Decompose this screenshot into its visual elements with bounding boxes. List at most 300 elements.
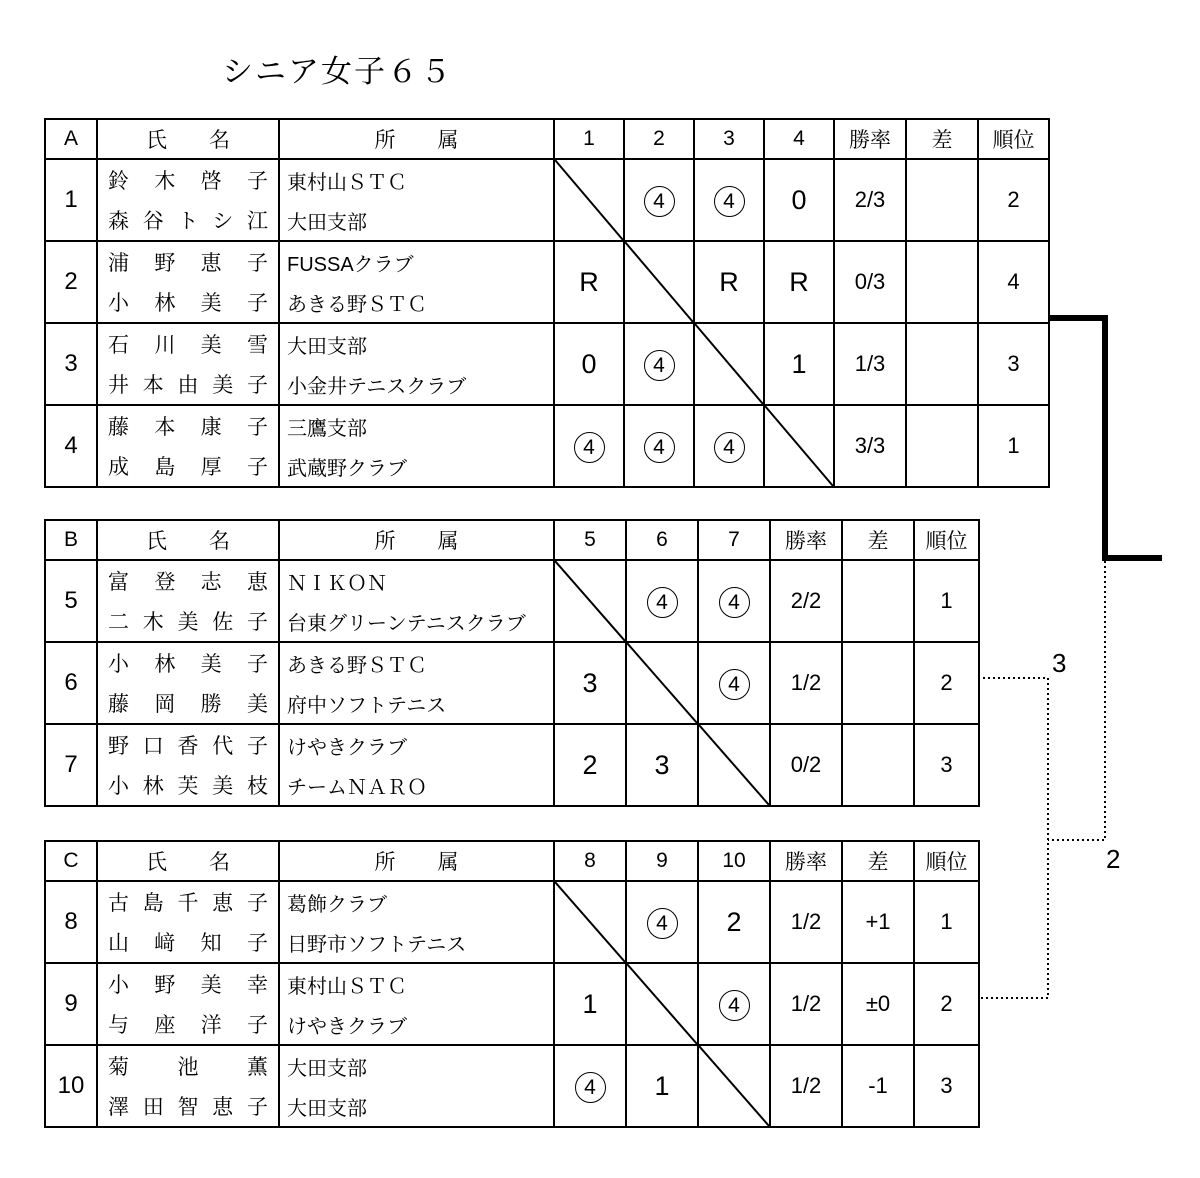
win-rate: 3/3 — [834, 405, 906, 487]
name-char: 勝 — [200, 693, 222, 716]
pair-number: 5 — [45, 560, 97, 642]
name-char: 美 — [212, 775, 234, 798]
games-won-circled: 4 — [719, 587, 750, 618]
affiliation-text: あきる野ＳＴＣ — [287, 654, 427, 677]
name-char: 美 — [200, 334, 222, 357]
name-char: 知 — [200, 932, 222, 955]
name-char: 菊 — [108, 1056, 129, 1079]
player-affiliations-cell — [279, 963, 554, 1045]
player-names-cell — [97, 323, 279, 405]
game-diff: +1 — [842, 881, 914, 963]
player-affiliation — [280, 725, 553, 765]
player-name — [98, 882, 278, 922]
name-char: 本 — [154, 416, 176, 439]
name-char: シ — [212, 210, 234, 233]
games-won-circled: 4 — [644, 186, 675, 217]
affiliation-text: 葛飾クラブ — [287, 893, 387, 916]
player-names-cell — [97, 963, 279, 1045]
game-diff — [842, 642, 914, 724]
game-diff: -1 — [842, 1045, 914, 1127]
games-won-circled: 4 — [644, 432, 675, 463]
player-name — [98, 725, 278, 765]
name-char: 島 — [154, 456, 176, 479]
game-diff — [906, 405, 978, 487]
win-rate: 1/2 — [770, 963, 842, 1045]
player-names-cell — [97, 1045, 279, 1127]
win-rate: 1/2 — [770, 881, 842, 963]
affiliation-text: 大田支部 — [287, 335, 367, 358]
player-names-cell — [97, 560, 279, 642]
games-won: 0 — [791, 184, 807, 215]
name-char: 子 — [246, 653, 268, 676]
name-char: 代 — [212, 735, 234, 758]
player-names-cell — [97, 159, 279, 241]
player-affiliations-cell — [279, 405, 554, 487]
name-char: 由 — [177, 374, 199, 397]
match-result-cell — [694, 159, 764, 241]
match-result-cell — [554, 405, 624, 487]
games-won-circled: 4 — [714, 432, 745, 463]
match-result-cell — [624, 405, 694, 487]
player-names-cell — [97, 405, 279, 487]
player-affiliation — [280, 1004, 553, 1044]
name-char: 子 — [246, 416, 268, 439]
match-result-cell — [764, 159, 834, 241]
match-result-cell — [554, 323, 624, 405]
col-header-rank: 順位 — [914, 520, 979, 560]
match-result-cell — [626, 881, 698, 963]
rank: 3 — [914, 724, 979, 806]
name-char: 与 — [108, 1014, 129, 1037]
pair-number: 3 — [45, 323, 97, 405]
name-char: 千 — [177, 892, 199, 915]
player-name — [98, 364, 278, 404]
match-result-cell — [554, 159, 624, 241]
name-char: 子 — [246, 1014, 268, 1037]
col-header-diff: 差 — [842, 841, 914, 881]
rank: 4 — [978, 241, 1049, 323]
pair-number: 7 — [45, 724, 97, 806]
player-affiliation — [280, 1086, 553, 1126]
match-result-cell — [698, 642, 770, 724]
games-won: 2 — [582, 749, 598, 780]
pair-row — [45, 560, 979, 642]
rank: 3 — [978, 323, 1049, 405]
pair-row — [45, 241, 1049, 323]
pair-number: 10 — [45, 1045, 97, 1127]
name-char: 澤 — [108, 1096, 129, 1119]
name-char: 子 — [247, 1096, 268, 1119]
player-affiliations-cell — [279, 724, 554, 806]
group-b-table-container — [44, 519, 980, 807]
affiliation-text: 府中ソフトテニス — [287, 694, 447, 717]
col-header-winrate: 勝率 — [770, 520, 842, 560]
name-char: 智 — [177, 1096, 199, 1119]
pair-row — [45, 642, 979, 724]
name-char: 子 — [246, 932, 268, 955]
player-names-cell — [97, 724, 279, 806]
games-won: R — [719, 266, 739, 297]
group-a-results-table — [44, 118, 1050, 488]
games-won-circled: 4 — [647, 908, 678, 939]
games-won-circled: 4 — [647, 587, 678, 618]
match-result-cell — [626, 1045, 698, 1127]
player-affiliation — [280, 200, 553, 240]
name-char: 小 — [108, 974, 129, 997]
games-won: 1 — [791, 348, 807, 379]
rank: 1 — [914, 881, 979, 963]
col-header-name: 氏 名 — [97, 520, 279, 560]
pair-row — [45, 1045, 979, 1127]
affiliation-text: 武蔵野クラブ — [287, 457, 407, 480]
affiliation-text: 台東グリーンテニスクラブ — [287, 612, 526, 635]
group-label: A — [45, 119, 97, 159]
match-result-cell — [694, 323, 764, 405]
match-result-cell — [694, 405, 764, 487]
name-char: 枝 — [247, 775, 268, 798]
pair-row — [45, 405, 1049, 487]
name-char: 子 — [246, 252, 268, 275]
games-won-circled: 4 — [719, 669, 750, 700]
name-char: 子 — [246, 170, 268, 193]
player-names-cell — [97, 241, 279, 323]
match-result-cell — [554, 881, 626, 963]
match-result-cell — [694, 241, 764, 323]
name-char: 富 — [108, 571, 129, 594]
player-affiliation — [280, 683, 553, 723]
games-won: 3 — [654, 749, 670, 780]
page-title: シニア女子６５ — [222, 54, 453, 89]
name-char: 山 — [108, 932, 129, 955]
name-char: 池 — [177, 1056, 199, 1079]
name-char: 芙 — [177, 775, 199, 798]
match-result-cell — [698, 881, 770, 963]
name-char: 﨑 — [154, 932, 176, 955]
games-won: 0 — [581, 348, 597, 379]
name-char: 子 — [247, 374, 268, 397]
col-header-winrate: 勝率 — [834, 119, 906, 159]
name-char: 木 — [154, 170, 176, 193]
affiliation-text: 大田支部 — [287, 211, 367, 234]
col-header-diff: 差 — [906, 119, 978, 159]
col-header-affiliation: 所 属 — [279, 841, 554, 881]
pair-number: 9 — [45, 963, 97, 1045]
name-char: 子 — [246, 456, 268, 479]
col-header-diff: 差 — [842, 520, 914, 560]
match-result-cell — [626, 724, 698, 806]
pair-number: 4 — [45, 405, 97, 487]
affiliation-text: 東村山ＳＴＣ — [287, 171, 407, 194]
player-names-cell — [97, 881, 279, 963]
col-header-match: 4 — [764, 119, 834, 159]
name-char: 子 — [246, 292, 268, 315]
name-char: 小 — [108, 653, 129, 676]
game-diff — [842, 724, 914, 806]
player-name — [98, 446, 278, 486]
name-char: 林 — [154, 653, 176, 676]
name-char: 古 — [108, 892, 129, 915]
player-name — [98, 964, 278, 1004]
affiliation-text: ＮＩＫＯＮ — [287, 572, 387, 595]
diagonal-line — [555, 561, 625, 641]
col-header-rank: 順位 — [914, 841, 979, 881]
name-char: 藤 — [108, 693, 129, 716]
win-rate: 0/2 — [770, 724, 842, 806]
name-char: 藤 — [108, 416, 129, 439]
name-char: 口 — [142, 735, 164, 758]
affiliation-text: FUSSAクラブ — [287, 253, 414, 276]
name-char: 啓 — [200, 170, 222, 193]
name-char: 美 — [246, 693, 268, 716]
player-name — [98, 200, 278, 240]
player-affiliation — [280, 242, 553, 282]
rank: 3 — [914, 1045, 979, 1127]
match-result-cell — [764, 405, 834, 487]
player-affiliation — [280, 964, 553, 1004]
games-won: 1 — [582, 988, 598, 1019]
match-result-cell — [624, 241, 694, 323]
name-char: 恵 — [200, 252, 222, 275]
playoff-dotted-line-right — [1048, 561, 1105, 840]
rank: 2 — [914, 642, 979, 724]
name-char: 厚 — [200, 456, 222, 479]
name-char: 美 — [212, 374, 234, 397]
player-affiliations-cell — [279, 323, 554, 405]
match-result-cell — [698, 560, 770, 642]
player-names-cell — [97, 642, 279, 724]
name-char: 岡 — [154, 693, 176, 716]
name-char: 井 — [108, 374, 129, 397]
name-char: 林 — [154, 292, 176, 315]
name-char: 野 — [108, 735, 129, 758]
match-result-cell — [764, 323, 834, 405]
diagonal-line — [625, 242, 693, 322]
game-diff — [842, 560, 914, 642]
game-diff — [906, 323, 978, 405]
games-won: R — [579, 266, 599, 297]
col-header-match: 10 — [698, 841, 770, 881]
name-char: 幸 — [246, 974, 268, 997]
col-header-name: 氏 名 — [97, 119, 279, 159]
name-char: ト — [177, 210, 199, 233]
rank: 2 — [978, 159, 1049, 241]
col-header-name: 氏 名 — [97, 841, 279, 881]
player-name — [98, 160, 278, 200]
player-name — [98, 561, 278, 601]
games-won: R — [789, 266, 809, 297]
name-char: 江 — [247, 210, 268, 233]
col-header-match: 6 — [626, 520, 698, 560]
affiliation-text: チームＮＡＲＯ — [287, 776, 427, 799]
name-char: 本 — [142, 374, 164, 397]
match-result-cell — [624, 159, 694, 241]
name-char: 康 — [200, 416, 222, 439]
rank: 1 — [978, 405, 1049, 487]
game-diff — [906, 241, 978, 323]
affiliation-text: 三鷹支部 — [287, 417, 367, 440]
diagonal-line — [627, 643, 697, 723]
name-char: 美 — [200, 653, 222, 676]
player-affiliation — [280, 1046, 553, 1086]
col-header-match: 9 — [626, 841, 698, 881]
player-name — [98, 242, 278, 282]
match-result-cell — [554, 1045, 626, 1127]
name-char: 浦 — [108, 252, 129, 275]
name-char: 佐 — [212, 611, 234, 634]
match-result-cell — [624, 323, 694, 405]
player-affiliation — [280, 882, 553, 922]
match-result-cell — [554, 724, 626, 806]
name-char: 森 — [108, 210, 129, 233]
games-won-circled: 4 — [719, 990, 750, 1021]
games-won-circled: 4 — [575, 1072, 606, 1103]
win-rate: 0/3 — [834, 241, 906, 323]
name-char: 恵 — [212, 1096, 234, 1119]
affiliation-text: けやきクラブ — [287, 736, 407, 759]
match-result-cell — [698, 1045, 770, 1127]
group-a-table-container — [44, 118, 1050, 488]
pair-number: 2 — [45, 241, 97, 323]
col-header-winrate: 勝率 — [770, 841, 842, 881]
player-affiliation — [280, 765, 553, 805]
game-diff — [906, 159, 978, 241]
pair-number: 8 — [45, 881, 97, 963]
affiliation-text: 大田支部 — [287, 1097, 367, 1120]
match-result-cell — [554, 241, 624, 323]
diagonal-line — [555, 882, 625, 962]
player-affiliations-cell — [279, 241, 554, 323]
diagonal-line — [699, 725, 769, 805]
col-header-match: 5 — [554, 520, 626, 560]
win-rate: 1/2 — [770, 1045, 842, 1127]
player-affiliation — [280, 364, 553, 404]
playoff-match-label-2: 2 — [1106, 844, 1121, 874]
player-name — [98, 643, 278, 683]
match-result-cell — [626, 560, 698, 642]
group-c-results-table — [44, 840, 980, 1128]
name-char: 志 — [200, 571, 222, 594]
match-result-cell — [698, 724, 770, 806]
col-header-affiliation: 所 属 — [279, 119, 554, 159]
group-label: B — [45, 520, 97, 560]
group-b-results-table — [44, 519, 980, 807]
name-char: 野 — [154, 974, 176, 997]
name-char: 野 — [154, 252, 176, 275]
col-header-match: 3 — [694, 119, 764, 159]
name-char: 川 — [154, 334, 176, 357]
player-name — [98, 282, 278, 322]
pair-number: 6 — [45, 642, 97, 724]
name-char: 洋 — [200, 1014, 222, 1037]
playoff-dotted-line-left — [978, 678, 1048, 998]
name-char: 田 — [142, 1096, 164, 1119]
games-won-circled: 4 — [644, 350, 675, 381]
player-name — [98, 922, 278, 962]
header-row — [45, 119, 1049, 159]
winner-bracket-line — [1048, 318, 1162, 558]
name-char: 美 — [177, 611, 199, 634]
diagonal-line — [699, 1046, 769, 1126]
win-rate: 1/2 — [770, 642, 842, 724]
name-char: 二 — [108, 611, 129, 634]
player-affiliation — [280, 561, 553, 601]
name-char: 林 — [142, 775, 164, 798]
player-affiliation — [280, 922, 553, 962]
win-rate: 2/3 — [834, 159, 906, 241]
col-header-match: 7 — [698, 520, 770, 560]
player-name — [98, 1004, 278, 1044]
match-result-cell — [554, 963, 626, 1045]
col-header-rank: 順位 — [978, 119, 1049, 159]
name-char: 香 — [177, 735, 199, 758]
group-c-table-container — [44, 840, 980, 1128]
games-won-circled: 4 — [574, 432, 605, 463]
name-char: 登 — [154, 571, 176, 594]
name-char: 雪 — [246, 334, 268, 357]
player-name — [98, 1046, 278, 1086]
player-affiliations-cell — [279, 560, 554, 642]
player-affiliations-cell — [279, 881, 554, 963]
games-won: 3 — [582, 667, 598, 698]
col-header-match: 1 — [554, 119, 624, 159]
match-result-cell — [554, 560, 626, 642]
win-rate: 2/2 — [770, 560, 842, 642]
name-char: 座 — [154, 1014, 176, 1037]
affiliation-text: あきる野ＳＴＣ — [287, 293, 427, 316]
player-affiliation — [280, 160, 553, 200]
name-char: 成 — [108, 456, 129, 479]
win-rate: 1/3 — [834, 323, 906, 405]
name-char: 薫 — [247, 1056, 268, 1079]
rank: 1 — [914, 560, 979, 642]
match-result-cell — [764, 241, 834, 323]
name-char: 美 — [200, 292, 222, 315]
name-char: 恵 — [212, 892, 234, 915]
header-row — [45, 841, 979, 881]
player-affiliations-cell — [279, 159, 554, 241]
match-result-cell — [554, 642, 626, 724]
name-char: 子 — [247, 611, 268, 634]
player-affiliations-cell — [279, 642, 554, 724]
diagonal-line — [695, 324, 763, 404]
name-char: 石 — [108, 334, 129, 357]
player-affiliations-cell — [279, 1045, 554, 1127]
pair-row — [45, 881, 979, 963]
pair-row — [45, 159, 1049, 241]
group-label: C — [45, 841, 97, 881]
match-result-cell — [698, 963, 770, 1045]
player-affiliation — [280, 324, 553, 364]
affiliation-text: 小金井テニスクラブ — [287, 375, 467, 398]
player-affiliation — [280, 601, 553, 641]
player-name — [98, 406, 278, 446]
name-char: 子 — [247, 892, 268, 915]
name-char: 木 — [142, 611, 164, 634]
pair-row — [45, 963, 979, 1045]
player-affiliation — [280, 643, 553, 683]
diagonal-line — [765, 406, 833, 486]
game-diff: ±0 — [842, 963, 914, 1045]
games-won: 2 — [726, 906, 742, 937]
games-won: 1 — [654, 1070, 670, 1101]
player-affiliation — [280, 446, 553, 486]
diagonal-line — [555, 160, 623, 240]
pair-row — [45, 323, 1049, 405]
affiliation-text: 大田支部 — [287, 1057, 367, 1080]
name-char: 小 — [108, 775, 129, 798]
games-won-circled: 4 — [714, 186, 745, 217]
affiliation-text: けやきクラブ — [287, 1015, 407, 1038]
